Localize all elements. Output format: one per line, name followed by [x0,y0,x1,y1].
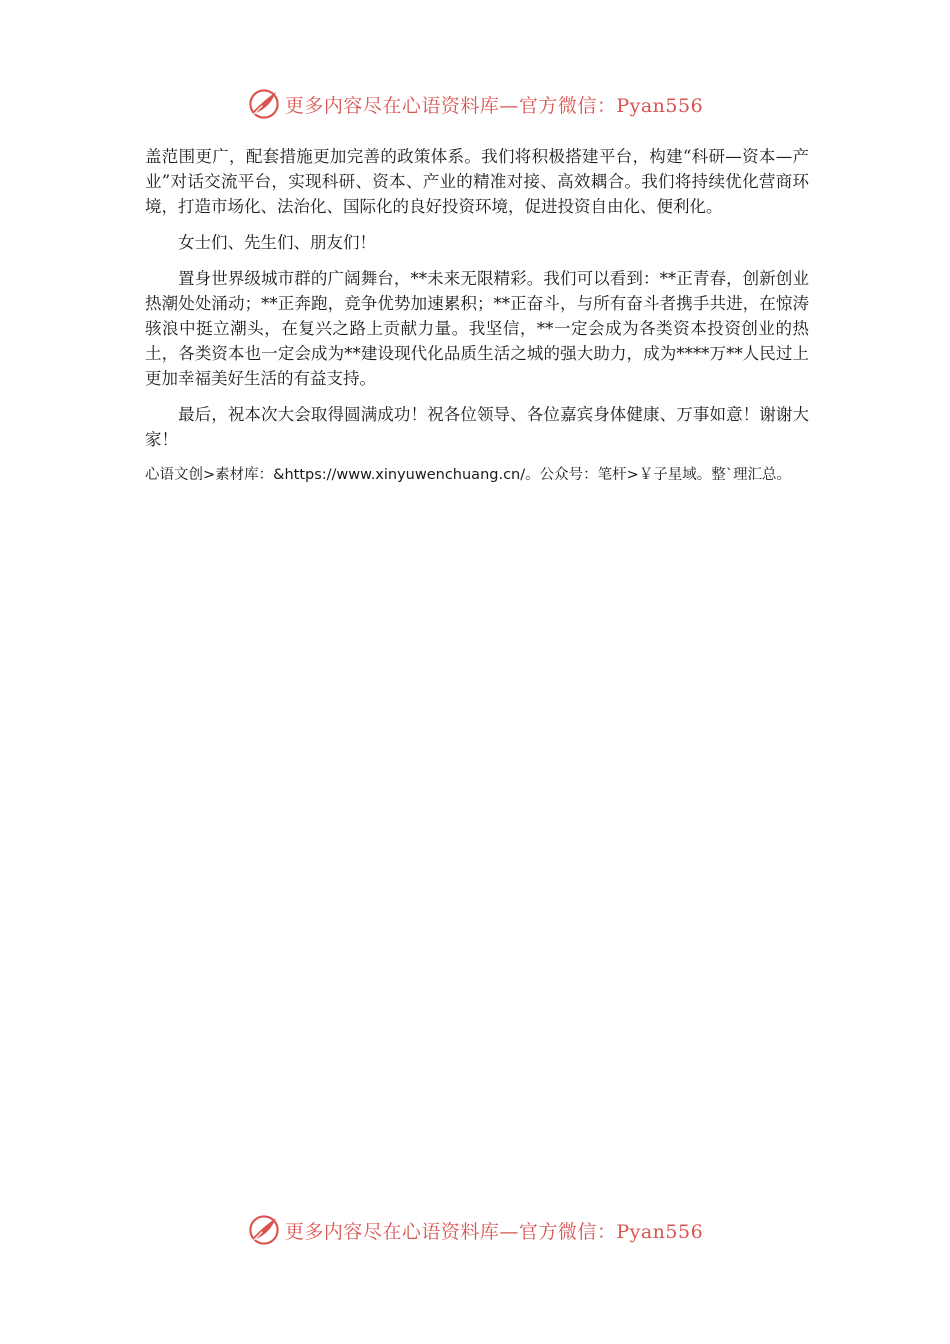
paragraph-vision: 置身世界级城市群的广阔舞台，**未来无限精彩。我们可以看到：**正青春，创新创业热潮处处涌动；**正奔跑，竞争优势加速累积；**正奋斗，与所有奋斗者携手共进，在惊涛骇浪中挺立潮头，在复兴之路上贡献力量。我坚信，**一定会成为各类资本投资创业的热土，各类资本也一定会成为**建设现代化品质生活之城的强大助力，成为****万**人民过上更加幸福美好生活的有益支持。 [145,269,809,388]
feather-pen-icon [247,87,281,121]
document-body [145,144,809,487]
feather-pen-icon [247,1213,281,1247]
header-banner-text: 更多内容尽在心语资料库—官方微信：Pyan556 [284,94,704,117]
footer-banner-text: 更多内容尽在心语资料库—官方微信：Pyan556 [284,1220,704,1243]
header-banner-inner [247,87,703,121]
paragraph-continuation: 盖范围更广，配套措施更加完善的政策体系。我们将积极搭建平台，构建“科研—资本—产业”对话交流平台，实现科研、资本、产业的精准对接、高效耦合。我们将持续优化营商环境，打造市场化、法治化、国际化的良好投资环境，促进投资自由化、便利化。 [145,147,809,216]
footer-banner [0,1208,950,1252]
header-banner [0,82,950,126]
paragraph-closing: 最后，祝本次大会取得圆满成功！祝各位领导、各位嘉宾身体健康、万事如意！谢谢大家！ [145,405,809,449]
paragraph-salutation: 女士们、先生们、朋友们！ [178,233,376,252]
source-note: 心语文创>素材库：&https://www.xinyuwenchuang.cn/。公众号：笔杆>￥子星域。整`理汇总。 [145,467,792,483]
footer-banner-inner [247,1213,703,1247]
